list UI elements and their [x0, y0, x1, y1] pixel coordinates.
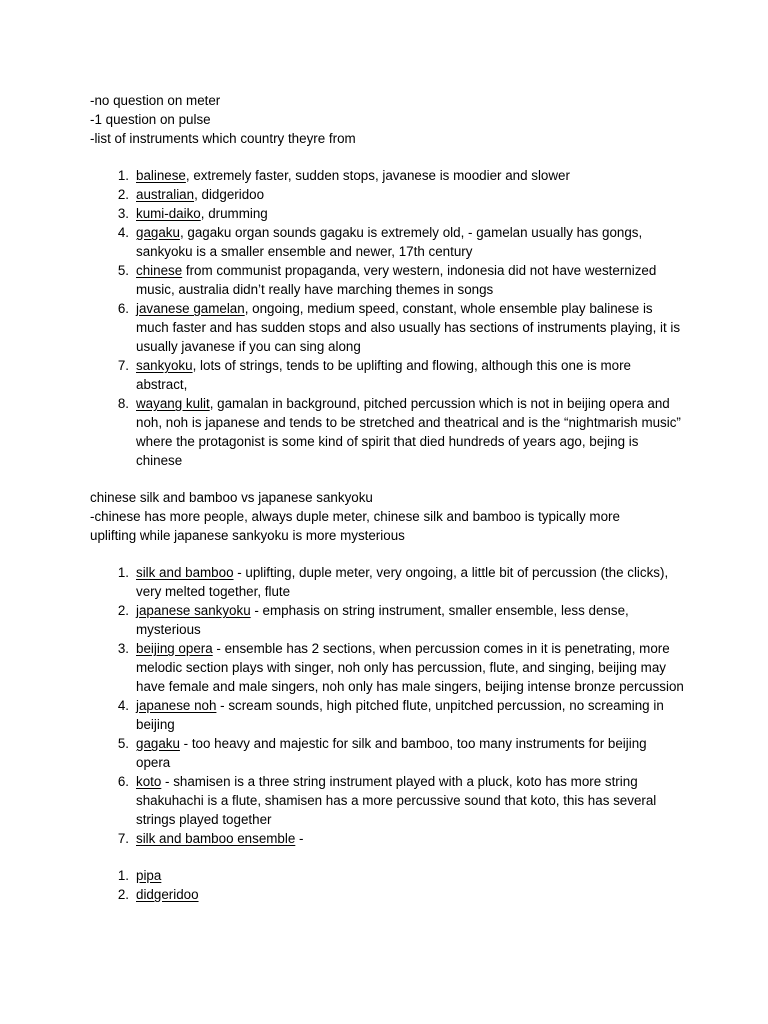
item-text: , didgeridoo — [194, 187, 265, 202]
item-text: - emphasis on string instrument, smaller ensemble, less dense, mysterious — [136, 603, 629, 637]
comparison-heading: chinese silk and bamboo vs japanese sankyoku — [90, 490, 373, 505]
underlined-term: kumi-daiko — [136, 206, 201, 221]
item-text: - uplifting, duple meter, very ongoing, a little bit of percussion (the clicks), very melted together, flute — [136, 565, 669, 599]
instrument-list — [90, 866, 690, 904]
list-number: 7. — [117, 358, 129, 373]
underlined-term: wayang kulit — [136, 396, 210, 411]
underlined-term: sankyoku — [136, 358, 193, 373]
underlined-term: gagaku — [136, 225, 180, 240]
list-number: 5. — [117, 736, 129, 751]
note-line: -list of instruments which country theyre from — [90, 131, 356, 146]
underlined-term: pipa — [136, 868, 162, 883]
list-number: 4. — [117, 698, 129, 713]
list-number: 1. — [117, 868, 129, 883]
spacer — [90, 545, 690, 563]
spacer — [90, 148, 690, 166]
list-item — [90, 356, 684, 394]
item-text: , lots of strings, tends to be uplifting and flowing, although this one is more abstract, — [136, 358, 632, 392]
list-number: 2. — [117, 603, 129, 618]
list-item — [90, 734, 684, 772]
list-item — [90, 639, 684, 696]
item-text: - — [295, 831, 304, 846]
item-text: , gagaku organ sounds gagaku is extremely old, - gamelan usually has gongs, sankyoku is a smaller ensemble and newer, 17th century — [136, 225, 643, 259]
list-number: 6. — [117, 774, 129, 789]
list-number: 3. — [117, 206, 129, 221]
comparison-notes — [90, 488, 690, 545]
underlined-term: japanese noh — [136, 698, 217, 713]
list-item — [90, 601, 684, 639]
list-number: 4. — [117, 225, 129, 240]
header-notes — [90, 91, 690, 148]
list-item — [90, 223, 684, 261]
item-text: , drumming — [200, 206, 268, 221]
list-item — [90, 261, 684, 299]
list-item — [90, 299, 684, 356]
list-item — [90, 185, 684, 204]
underlined-term: gagaku — [136, 736, 180, 751]
list-item — [90, 563, 684, 601]
spacer — [90, 470, 690, 488]
list-number: 2. — [117, 887, 129, 902]
document-page — [90, 91, 690, 904]
underlined-term: silk and bamboo ensemble — [136, 831, 296, 846]
underlined-term: australian — [136, 187, 195, 202]
note-line: -1 question on pulse — [90, 112, 211, 127]
item-text: , ongoing, medium speed, constant, whole ensemble play balinese is much faster and has sudden stops and also usually has sections of instruments playing, it is usually javanese if you can sing along — [136, 301, 681, 354]
note-line: -no question on meter — [90, 93, 221, 108]
list-item — [90, 166, 684, 185]
list-number: 1. — [117, 168, 129, 183]
item-text: - ensemble has 2 sections, when percussion comes in it is penetrating, more melodic section plays with singer, noh only has percussion, flute, and singing, beijing may have female and male singers, noh only has male singers, beijing intense bronze percussion — [136, 641, 684, 694]
item-text: - too heavy and majestic for silk and bamboo, too many instruments for beijing opera — [136, 736, 647, 770]
country-instrument-list — [90, 166, 690, 470]
comparison-text: -chinese has more people, always duple meter, chinese silk and bamboo is typically more uplifting while japanese sankyoku is more mysterious — [90, 509, 620, 543]
list-item — [90, 394, 684, 470]
list-number: 2. — [117, 187, 129, 202]
item-text: , extremely faster, sudden stops, javanese is moodier and slower — [185, 168, 570, 183]
item-text: - shamisen is a three string instrument played with a pluck, koto has more string shakuhachi is a flute, shamisen has a more percussive sound that koto, this has several strings played together — [136, 774, 657, 827]
item-text: - scream sounds, high pitched flute, unpitched percussion, no screaming in beijing — [136, 698, 664, 732]
underlined-term: javanese gamelan — [136, 301, 245, 316]
underlined-term: didgeridoo — [136, 887, 199, 902]
underlined-term: japanese sankyoku — [136, 603, 251, 618]
list-number: 8. — [117, 396, 129, 411]
underlined-term: beijing opera — [136, 641, 213, 656]
list-item — [90, 885, 684, 904]
underlined-term: balinese — [136, 168, 186, 183]
underlined-term: chinese — [136, 263, 183, 278]
list-item — [90, 772, 684, 829]
underlined-term: silk and bamboo — [136, 565, 234, 580]
item-text: from communist propaganda, very western, indonesia did not have westernized music, australia didn’t really have marching themes in songs — [136, 263, 657, 297]
list-item — [90, 829, 684, 848]
list-number: 1. — [117, 565, 129, 580]
underlined-term: koto — [136, 774, 162, 789]
item-text: , gamalan in background, pitched percussion which is not in beijing opera and noh, noh is japanese and tends to be stretched and theatrical and is the “nightmarish music” where the protagonist is some kind of spirit that died hundreds of years ago, bejing is chinese — [136, 396, 681, 468]
ensemble-list — [90, 563, 690, 848]
list-item — [90, 696, 684, 734]
list-number: 5. — [117, 263, 129, 278]
list-number: 3. — [117, 641, 129, 656]
list-number: 6. — [117, 301, 129, 316]
list-number: 7. — [117, 831, 129, 846]
list-item — [90, 204, 684, 223]
spacer — [90, 848, 690, 866]
list-item — [90, 866, 684, 885]
